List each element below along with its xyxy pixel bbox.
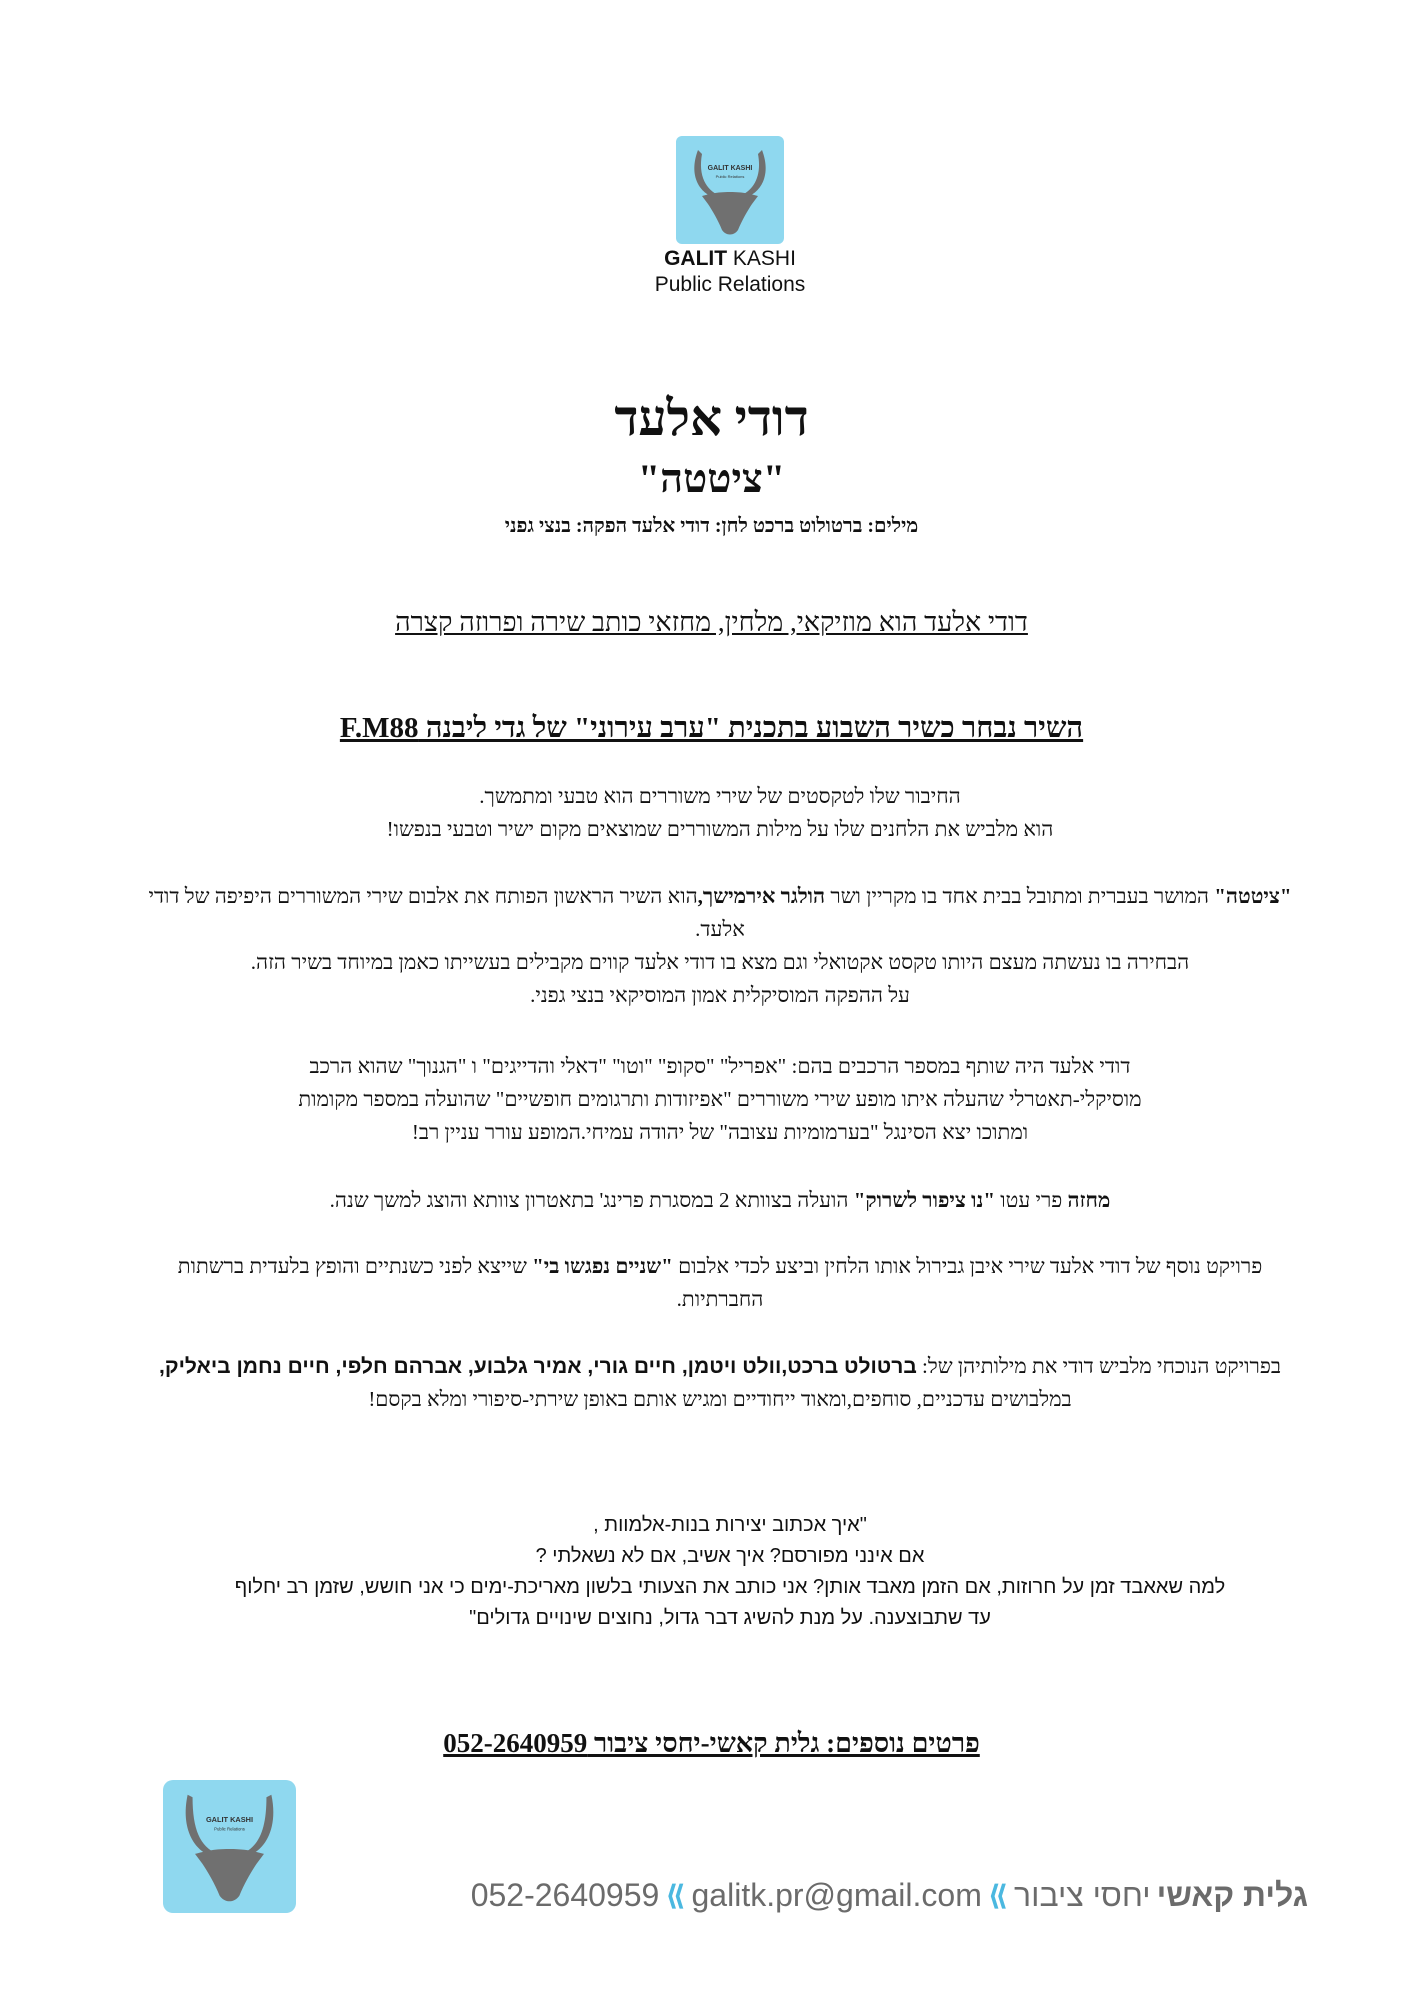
song-credits: מילים: ברטולוט ברכט לחן: דודי אלעד הפקה: בנצי גפני xyxy=(504,515,919,537)
paragraph-text: פרויקט נוסף של דודי אלעד שירי איבן גבירול אותו הלחין וביצע לכדי אלבום xyxy=(672,1254,1263,1278)
paragraph-line: על ההפקה המוסיקלית אמון המוסיקאי בנצי גפני. xyxy=(530,983,910,1007)
paragraph-intro xyxy=(140,780,1300,846)
brand-name xyxy=(560,246,900,298)
footer-role: יחסי ציבור xyxy=(1014,1876,1151,1913)
svg-text:Public Relations: Public Relations xyxy=(214,1826,245,1832)
contact-line: פרטים נוספים: גלית קאשי-יחסי ציבור 052-2640959 xyxy=(443,1728,980,1758)
company-logo xyxy=(676,136,784,244)
logo-text: GALIT KASHI xyxy=(707,165,753,172)
paragraph-current-project xyxy=(130,1350,1310,1416)
brand-rest: KASHI xyxy=(727,247,796,270)
double-chevron-left-icon: ⟪ xyxy=(987,1879,1009,1911)
bull-icon xyxy=(676,136,784,244)
paragraph-text: בפרויקט הנוכחי מלביש דודי את מילותיהן של: xyxy=(916,1354,1281,1378)
play-label: מחזה xyxy=(1067,1188,1111,1212)
paragraph-text: המושר בעברית ומתובל בבית אחד בו מקריין ושר xyxy=(825,884,1215,908)
paragraph-line: במלבושים עדכניים, סוחפים,ומאוד ייחודיים ומגיש אותם באופן שירתי-סיפורי ומלא בקסם! xyxy=(368,1387,1072,1411)
footer-contact-bar xyxy=(318,1870,1308,1920)
tagline: דודי אלעד הוא מוזיקאי, מלחין, מחזאי כותב שירה ופרוזה קצרה xyxy=(395,607,1028,637)
paragraph-project xyxy=(140,1250,1300,1316)
brand-bold: GALIT xyxy=(664,247,728,270)
bull-icon xyxy=(163,1780,296,1913)
svg-text:GALIT KASHI: GALIT KASHI xyxy=(205,1814,254,1824)
double-chevron-left-icon: ⟪ xyxy=(665,1879,686,1911)
paragraph-text: שייצא לפני כשנתיים והופץ בלעדית ברשתות החברתיות. xyxy=(177,1254,764,1311)
paragraph-line: החיבור שלו לטקסטים של שירי משוררים הוא טבעי ומתמשך. xyxy=(479,784,961,808)
footer-phone[interactable]: 052-2640959 xyxy=(470,1876,660,1913)
poets-list: ברטולט ברכט,וולט ויטמן, חיים גורי, אמיר גלבוע, אברהם חלפי, חיים נחמן ביאליק, xyxy=(159,1355,917,1378)
quote-line: "איך אכתוב יצירות בנות-אלמוות , xyxy=(593,1514,867,1536)
footer-email[interactable]: galitk.pr@gmail.com xyxy=(691,1876,982,1913)
song-name-bold: "ציטטה" xyxy=(1214,884,1292,908)
paragraph-song xyxy=(140,880,1300,1012)
paragraph-play xyxy=(140,1184,1300,1217)
footer-logo xyxy=(163,1780,296,1913)
footer-name: גלית קאשי xyxy=(1156,1876,1308,1913)
quote-block xyxy=(140,1510,1320,1634)
song-title: "ציטטה" xyxy=(637,456,786,501)
headline: השיר נבחר כשיר השבוע בתכנית "ערב עירוני" של גדי ליבנה F.M88 xyxy=(339,712,1084,744)
paragraph-line: הבחירה בו נעשתה מעצם היותו טקסט אקטואלי וגם מצא בו דודי אלעד קווים מקבילים בעשייתו כאמן במיוחד בשיר הזה. xyxy=(250,950,1190,974)
svg-text:Public Relations: Public Relations xyxy=(715,174,745,179)
brand-subtitle: Public Relations xyxy=(654,273,806,296)
paragraph-text: הוא השיר הראשון הפותח את אלבום שירי המשוררים היפיפה של דודי אלעד. xyxy=(148,884,745,941)
paragraph-line: הוא מלביש את הלחנים שלו על מילות המשוררים שמוצאים מקום ישיר וטבעי בנפשו! xyxy=(386,817,1054,841)
quote-line: אם אינני מפורסם? איך אשיב, אם לא נשאלתי ? xyxy=(535,1545,925,1567)
paragraph-bands: דודי אלעד היה שותף במספר הרכבים בהם: "אפריל" "סקופ" "וטו" "דאלי והדייגים" ו "הגנוך" שהוא הרכב מוסיקלי-תאטרלי שהעלה איתו מופע שירי משוררים "אפיזודות ותרגומים חופשיים" שהועלה במספר מקומות ומתוכו יצא הסינגל "בערמומיות עצובה" של יהודה עמיחי.המופע עורר עניין רב! xyxy=(298,1054,1142,1144)
page-title: דודי אלעד xyxy=(614,390,809,446)
play-name: "נו ציפור לשרוק" xyxy=(853,1188,996,1212)
paragraph-text: הועלה בצוותא 2 במסגרת פרינג' בתאטרון צוותא והוצג למשך שנה. xyxy=(329,1188,854,1212)
quote-line: למה שאאבד זמן על חרוזות, אם הזמן מאבד אותן? אני כותב את הצעותי בלשון מאריכת-ימים כי אני חושש, שזמן רב יחלוף xyxy=(234,1576,1226,1598)
paragraph-text: פרי עטו xyxy=(995,1188,1068,1212)
narrator-name: הולגר אירמישך, xyxy=(697,884,826,908)
quote-line: עד שתבוצענה. על מנת להשיג דבר גדול, נחוצים שינויים גדולים" xyxy=(469,1607,991,1629)
album-name: "שניים נפגשו בי" xyxy=(532,1254,673,1278)
